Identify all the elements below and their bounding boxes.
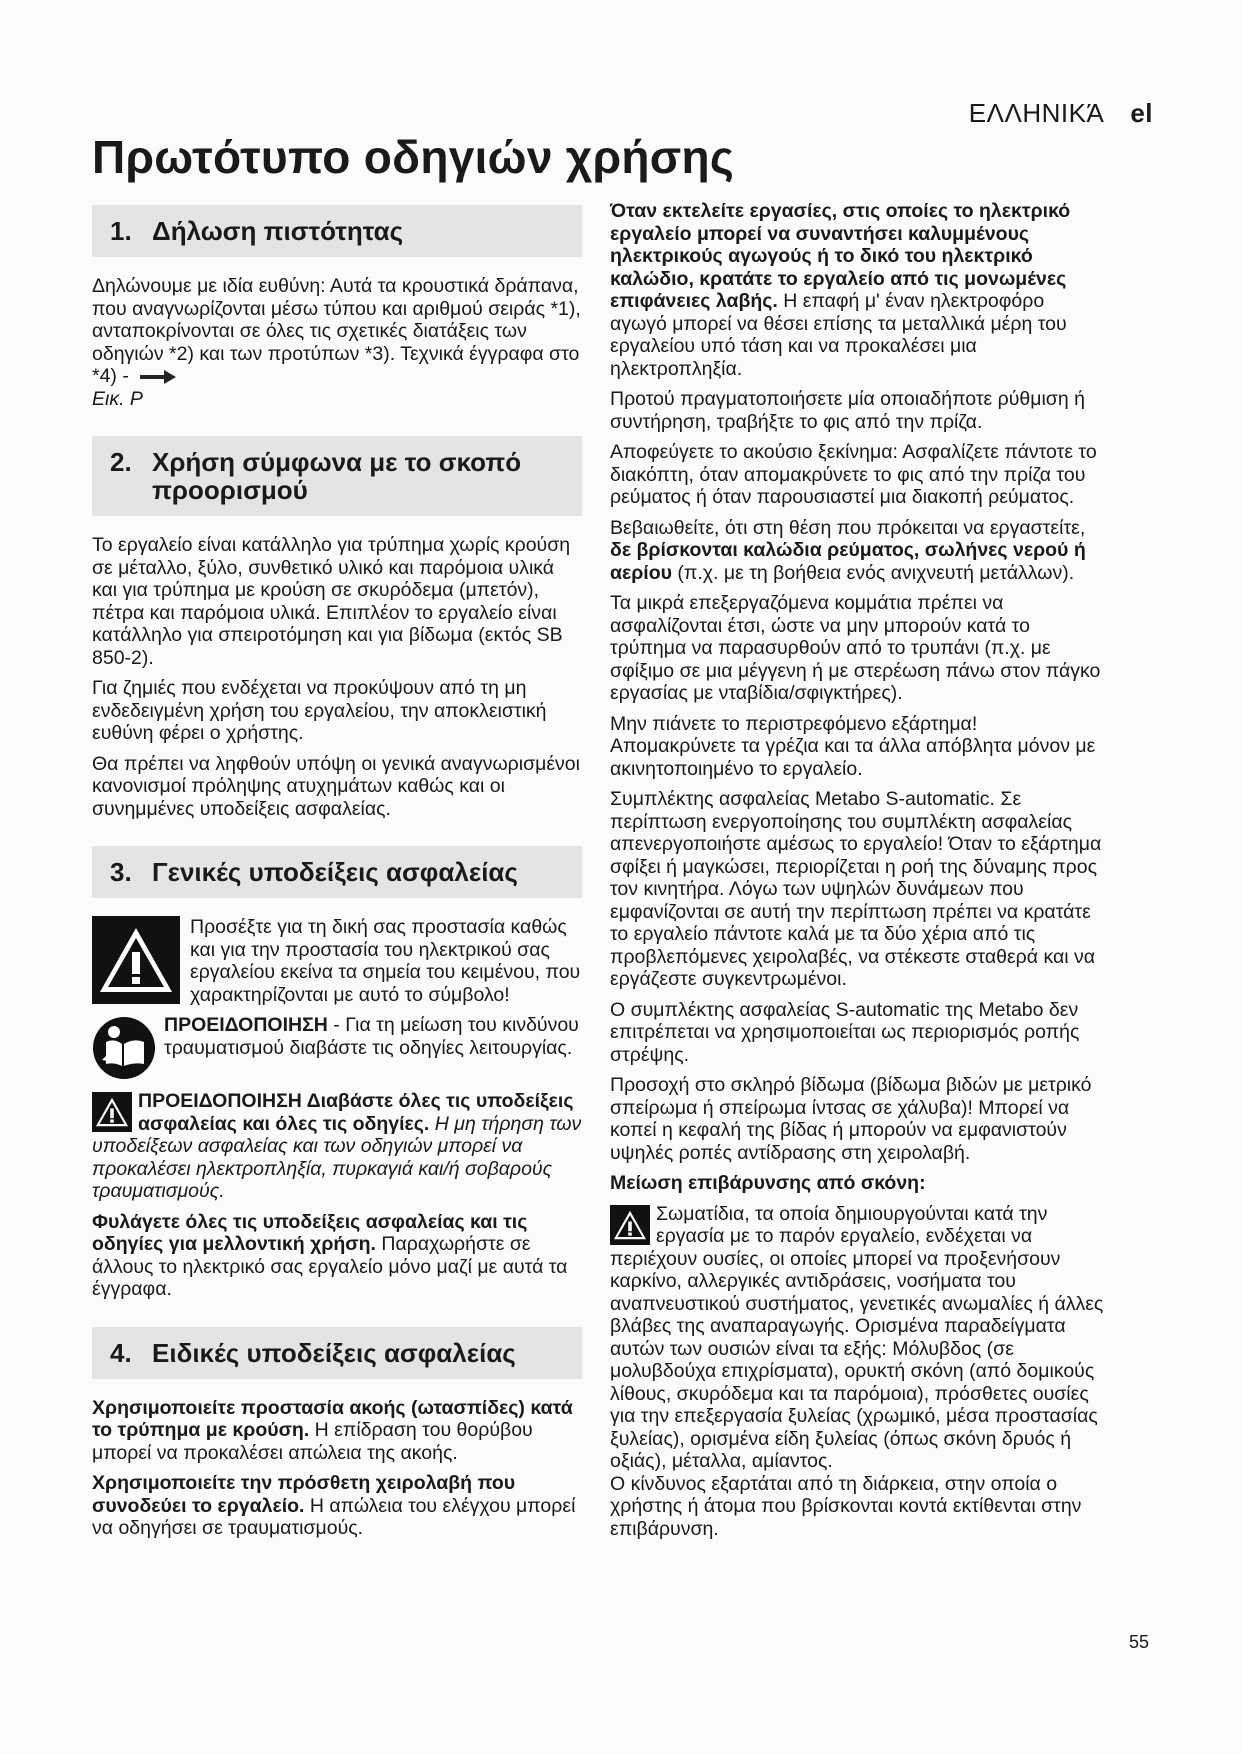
auxiliary-handle-paragraph: Χρησιμοποιείτε την πρόσθετη χειρολαβή που συνοδεύει το εργαλείο. Η απώλεια του ελέγχου μπορεί να οδηγήσει σε τραυματισμούς. <box>92 1472 576 1539</box>
dust-risk-paragraph: Ο κίνδυνος εξαρτάται από τη διάρκεια, στην οποία ο χρήστης ή άτομα που βρίσκονται κοντά εκτίθενται στην επιβάρυνση. <box>610 1472 1082 1540</box>
accidental-start-paragraph: Αποφεύγετε το ακούσιο ξεκίνημα: Ασφαλίζετε πάντοτε το διακόπτη, όταν απομακρύνετε το φις από την πρίζα του ρεύματος ή όταν παρουσιαστεί μια διακοπή ρεύματος. <box>610 441 1097 508</box>
keep-instructions-paragraph: Φυλάγετε όλες τις υποδείξεις ασφαλείας και τις οδηγίες για μελλοντική χρήση. Παραχωρήστε σε άλλους το ηλεκτρικό σας εργαλείο μόνο μαζί με αυτά τα έγγραφα. <box>92 1210 568 1300</box>
read-manual-warning: ΠΡΟΕΙΔΟΠΟΙΗΣΗ - Για τη μείωση του κινδύνου τραυματισμού διαβάστε τις οδηγίες λειτουργίας. <box>92 1014 582 1082</box>
warning-triangle-icon <box>92 916 180 1004</box>
right-column <box>610 200 1105 1548</box>
unplug-paragraph: Προτού πραγματοποιήσετε μία οποιαδήποτε ρύθμιση ή συντήρηση, τραβήξτε το φις από την πρίζα. <box>610 388 1085 433</box>
declaration-paragraph: Δηλώνουμε με ιδία ευθύνη: Αυτά τα κρουστικά δράπανα, που αναγνωρίζονται μέσω τύπου και αριθμού σειράς *1), ανταποκρίνονται σε όλες τις σχετικές διατάξεις των οδηγιών *2) και των προτύπων *3). Τεχνικά έγγραφα στο *4) - Εικ. P <box>92 275 581 410</box>
warning-triangle-icon <box>610 1205 650 1245</box>
section-3-heading <box>92 846 582 898</box>
liability-paragraph: Για ζημιές που ενδέχεται να προκύψουν από τη μη ενδεδειγμένη χρήση του εργαλείου, την αποκλειστική ευθύνη φέρει ο χρήστης. <box>92 677 547 744</box>
read-all-warning: ΠΡΟΕΙΔΟΠΟΙΗΣΗ Διαβάστε όλες τις υποδείξεις ασφαλείας και όλες τις οδηγίες. Η μη τήρηση των υποδείξεων ασφαλείας και των οδηγιών μπορεί να προκαλέσει ηλεκτροπληξία, πυρκαγιά και/ή σοβαρούς τραυματισμούς. <box>92 1090 582 1202</box>
page-number: 55 <box>1128 1632 1149 1652</box>
language-label <box>969 98 1153 129</box>
hard-screwdriving-paragraph: Προσοχή στο σκληρό βίδωμα (βίδωμα βιδών με μετρικό σπείρωμα ή σπείρωμα ίντσας σε χάλυβα)! Μπορεί να κοπεί η κεφαλή της βίδας ή μπορούν να εμφανιστούν υψηλές ροπές αντίδρασης στη χειρολαβή. <box>610 1074 1092 1164</box>
dust-heading: Μείωση επιβάρυνσης από σκόνη: <box>610 1172 926 1194</box>
dust-warning: Σωματίδια, τα οποία δημιουργούνται κατά την εργασία με το παρόν εργαλείο, ενδέχεται να περιέχουν ουσίες, οι οποίες μπορεί να προξενήσουν καρκίνο, αλλεργικές αντιδράσεις, νοσήματα του αναπνευστικού συστήματος, γενετικές ανωμαλίες ή άλλες βλάβες της αναπαραγωγής. Ορισμένα παραδείγματα αυτών των ουσιών είναι τα εξής: Μόλυβδος (σε μολυβδούχα επιχρίσματα), ορυκτή σκόνη (από δομικούς λίθους, σκυρόδεμα και τα παρόμοια), πρόσθετες ουσίες για την επεξεργασία ξυλείας (χρωμικό, μέσα προστασίας ξυλείας), ορισμένα είδη ξυλείας (όπως σκόνη δρυός ή οξιάς), μέταλλα, αμίαντος. <box>610 1202 1104 1472</box>
page-title: Πρωτότυπο οδηγιών χρήσης <box>92 131 735 183</box>
language-name: ΕΛΛΗΝΙΚΆ <box>968 98 1105 128</box>
workpiece-paragraph: Τα μικρά επεξεργαζόμενα κομμάτια πρέπει να ασφαλίζονται έτσι, ώστε να μην μπορούν κατά το τρύπημα να παρασυρθούν από το τρυπάνι (π.χ. με σφίξιμο σε μια μέγγενη ή με στερέωση πάνω στον πάγκο εργασίας με νταβίδια/σφιγκτήρες). <box>610 592 1101 704</box>
rotating-part-paragraph: Μην πιάνετε το περιστρεφόμενο εξάρτημα! Απομακρύνετε τα γρέζια και τα άλλα απόβλητα μόνον με ακινητοποιημένο το εργαλείο. <box>610 712 1096 780</box>
hidden-lines-paragraph: Βεβαιωθείτε, ότι στη θέση που πρόκειται να εργαστείτε, δε βρίσκονται καλώδια ρεύματος, σωλήνες νερού ή αερίου (π.χ. με τη βοήθεια ενός ανιχνευτή μετάλλων). <box>610 516 1086 584</box>
section-title: Δήλωση πιστότητας <box>152 216 404 246</box>
language-code: el <box>1130 98 1153 128</box>
section-title: Ειδικές υποδείξεις ασφαλείας <box>152 1337 516 1368</box>
section-2-heading <box>92 436 582 516</box>
arrow-right-icon <box>138 369 178 385</box>
intended-use-paragraph: Το εργαλείο είναι κατάλληλο για τρύπημα χωρίς κρούση σε μέταλλο, ξύλο, συνθετικό υλικό και παρόμοια υλικά και για τρύπημα με κρούση σε σκυρόδεμα (μπετόν), πέτρα και παρόμοια υλικά. Επιπλέον το εργαλείο είναι κατάλληλο για σπειροτόμηση και για βίδωμα (εκτός SB 850-2). <box>92 534 571 669</box>
section-number: 2. <box>110 447 132 477</box>
warning-triangle-icon <box>92 1092 132 1132</box>
figure-reference: Εικ. P <box>92 387 143 410</box>
hidden-wiring-paragraph: Όταν εκτελείτε εργασίες, στις οποίες το ηλεκτρικό εργαλείο μπορεί να συναντήσει καλυμμένους ηλεκτρικούς αγωγούς ή το δικό του ηλεκτρικό καλώδιο, κρατάτε το εργαλείο από τις μονωμένες επιφάνειες λαβής. Η επαφή μ' έναν ηλεκτροφόρο αγωγό μπορεί να θέσει επίσης τα μεταλλικά μέρη του εργαλείου υπό τάση και να προκαλέσει μια ηλεκτροπληξία. <box>610 200 1071 380</box>
read-manual-icon <box>92 1016 156 1080</box>
left-column <box>92 205 582 1548</box>
section-1-heading <box>92 205 582 257</box>
section-number: 4. <box>110 1337 132 1368</box>
hearing-protection-paragraph: Χρησιμοποιείτε προστασία ακοής (ωτασπίδες) κατά το τρύπημα με κρούση. Η επίδραση του θορύβου μπορεί να προκαλέσει απώλεια της ακοής. <box>92 1396 573 1464</box>
safety-clutch-paragraph: Συμπλέκτης ασφαλείας Metabo S-automatic. Σε περίπτωση ενεργοποίησης του συμπλέκτη ασφαλείας απενεργοποιήστε αμέσως το εργαλείο! Όταν το εξάρτημα σφίξει ή μαγκώσει, περιορίζεται η ροή της δύναμης προς τον κινητήρα. Λόγω των υψηλών δυνάμεων που εμφανίζονται σε αυτή την περίπτωση πρέπει να κρατάτε το εργαλείο πάντοτε καλά με τα δύο χέρια από τις προβλεπόμενες χειρολαβές, να στέκεστε σταθερά και να εργάζεστε συγκεντρωμένοι. <box>610 788 1102 990</box>
section-4-heading <box>92 1327 582 1379</box>
section-title: Χρήση σύμφωνα με το σκοπό προορισμού <box>152 447 522 505</box>
regulations-paragraph: Θα πρέπει να ληφθούν υπόψη οι γενικά αναγνωρισμένοι κανονισμοί πρόληψης ατυχημάτων καθώς και οι συνημμένες υποδείξεις ασφαλείας. <box>92 752 580 820</box>
section-number: 1. <box>110 216 132 246</box>
section-title: Γενικές υποδείξεις ασφαλείας <box>152 857 518 887</box>
symbol-note: Προσέξτε για τη δική σας προστασία καθώς και για την προστασία του ηλεκτρικού σας εργαλείου εκείνα τα σημεία του κειμένου, που χαρακτηρίζονται με αυτό το σύμβολο! <box>92 916 582 1006</box>
clutch-limit-paragraph: Ο συμπλέκτης ασφαλείας S-automatic της Metabo δεν επιτρέπεται να χρησιμοποιείται ως περιορισμός ροπής στρέψης. <box>610 998 1080 1066</box>
section-number: 3. <box>110 857 132 887</box>
